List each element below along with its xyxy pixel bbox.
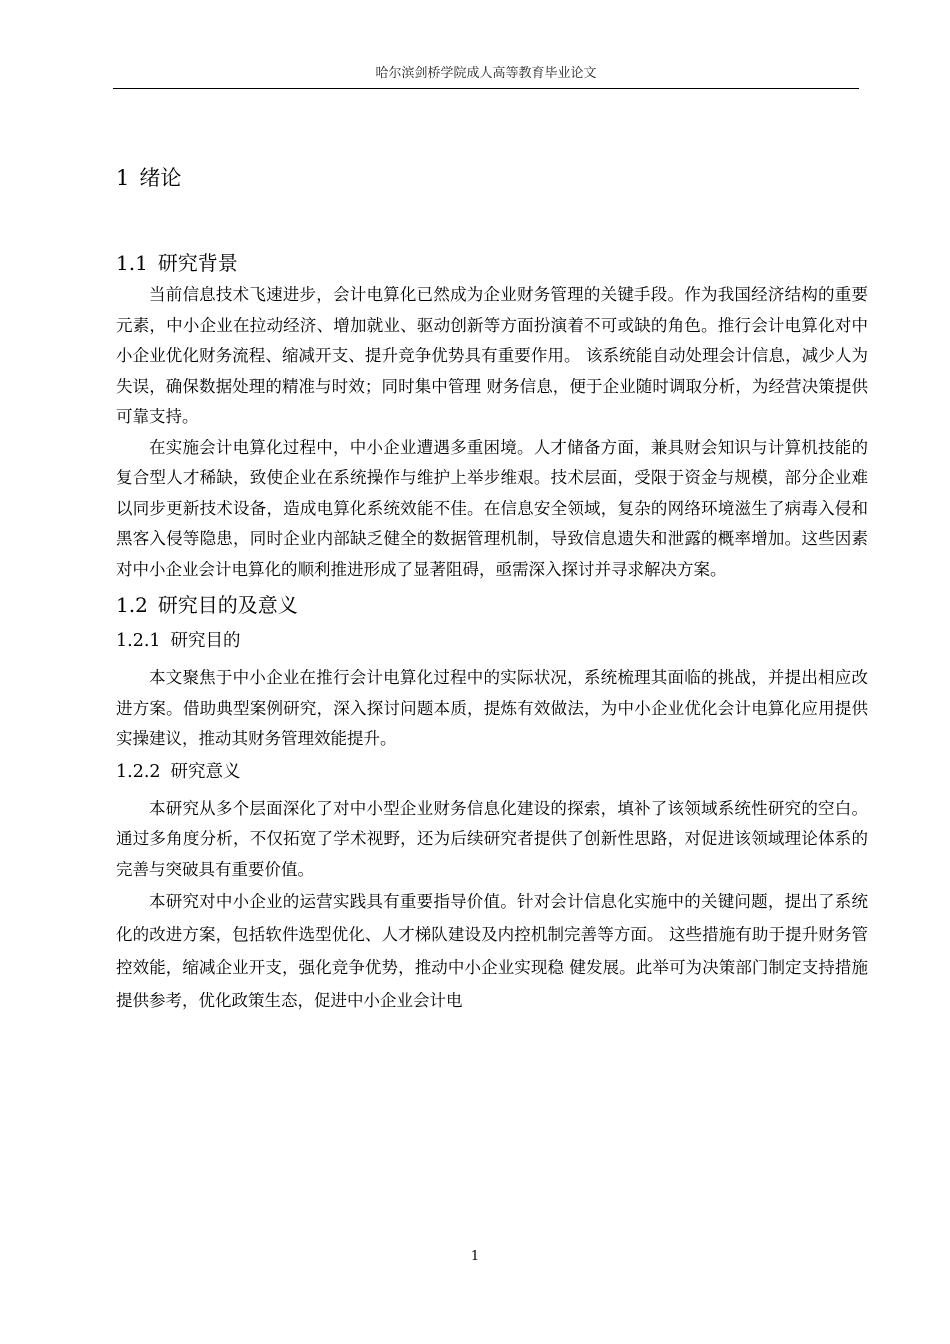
subsection-title: 研究目的 xyxy=(170,631,241,651)
chapter-title: 绪论 xyxy=(139,166,182,190)
page-number: 1 xyxy=(470,1249,480,1264)
paragraph-purpose-1: 本文聚焦于中小企业在推行会计电算化过程中的实际状况，系统梳理其面临的挑战，并提出相应改进方案。借助典型案例研究，深入探讨问题本质，提炼有效做法，为中小企业优化会计电算化应用提供实操建议，推动其财务管理效能提升。 xyxy=(116,668,868,748)
paragraph-significance-2: 本研究对中小企业的运营实践具有重要指导价值。针对会计信息化实施中的关键问题，提出了系统化的改进方案，包括软件选型优化、人才梯队建设及内控机制完善等方面。 这些措施有助于提升财务管控效能，缩减企业开支，强化竞争优势，推动中小企业实现稳 健发展。此举可为决策部门制定支持措施提供参考，优化政策生态，促进中小企业会计电 xyxy=(116,892,868,1010)
section-heading-1-2 xyxy=(116,591,868,619)
subsection-heading-1-2-1 xyxy=(116,628,868,654)
paragraph-significance-1: 本研究从多个层面深化了对中小型企业财务信息化建设的探索，填补了该领域系统性研究的空白。通过多角度分析，不仅拓宽了学术视野，还为后续研究者提供了创新性思路，对促进该领域理论体系的完善与突破具有重要价值。 xyxy=(116,798,868,879)
subsection-number: 1.2.2 xyxy=(116,761,161,782)
section-number: 1.2 xyxy=(116,593,148,617)
document-body xyxy=(116,150,868,1017)
section-title: 研究背景 xyxy=(157,251,238,275)
subsection-title: 研究意义 xyxy=(170,761,241,782)
subsection-heading-1-2-2 xyxy=(116,759,868,785)
header-title: 哈尔滨剑桥学院成人高等教育毕业论文 xyxy=(375,66,597,81)
paragraph-background-2: 在实施会计电算化过程中，中小企业遭遇多重困境。人才储备方面，兼具财会知识与计算机技能的复合型人才稀缺，致使企业在系统操作与维护上举步维艰。技术层面，受限于资金与规模，部分企业难以同步更新技术设备，造成电算化系统效能不佳。在信息安全领域，复杂的网络环境滋生了病毒入侵和黑客入侵等隐患，同时企业内部缺乏健全的数据管理机制，导致信息遗失和泄露的概率增加。这些因素对中小企业会计电算化的顺利推进形成了显著阻碍，亟需深入探讨并寻求解决方案。 xyxy=(116,437,868,579)
subsection-number: 1.2.1 xyxy=(116,631,161,651)
section-heading-1-1 xyxy=(116,249,868,277)
paragraph-background-1: 当前信息技术飞速进步，会计电算化已然成为企业财务管理的关键手段。作为我国经济结构的重要元素，中小企业在拉动经济、增加就业、驱动创新等方面扮演着不可或缺的角色。推行会计电算化对中小企业优化财务流程、缩减开支、提升竞争优势具有重要作用。 该系统能自动处理会计信息，减少人为失误，确保数据处理的精准与时效；同时集中管理 财务信息，便于企业随时调取分析，为经营决策提供可靠支持。 xyxy=(116,285,868,426)
section-number: 1.1 xyxy=(116,251,148,275)
chapter-heading xyxy=(116,163,868,249)
page-header xyxy=(113,64,859,89)
chapter-number: 1 xyxy=(116,166,130,190)
section-title: 研究目的及意义 xyxy=(157,593,298,617)
